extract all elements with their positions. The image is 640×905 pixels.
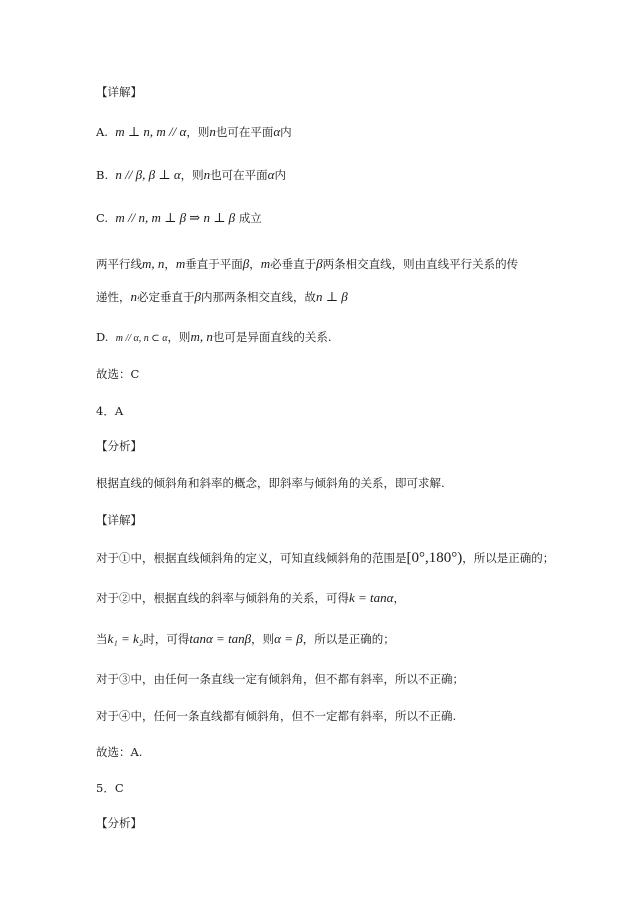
section-heading-analysis-2: 【分析】 — [96, 816, 142, 830]
formula: n // β, β ⊥ α — [115, 167, 181, 182]
explanation-line-1: 两平行线m, n，m垂直于平面β，m必垂直于β两条相交直线，则由直线平行关系的传 — [96, 256, 519, 271]
item-2-continuation: 当k₁ = k₂时，可得tanα = tanβ，则α = β，所以是正确的； — [96, 631, 395, 646]
option-a-line: A. m ⊥ n, m // α，则n也可在平面α内 — [96, 124, 292, 139]
section-heading-analysis: 【分析】 — [96, 439, 142, 453]
formula: m ⊥ n, m // α — [115, 124, 187, 139]
item-2-line: 对于②中，根据直线的斜率与倾斜角的关系，可得k = tanα， — [96, 590, 405, 605]
question-5-label: 5．C — [96, 781, 124, 795]
answer-line-4: 故选：A. — [96, 745, 143, 759]
formula: m // α, n ⊂ α — [115, 333, 168, 344]
item-3-line: 对于③中，由任何一条直线一定有倾斜角，但不都有斜率，所以不正确； — [96, 672, 464, 686]
analysis-text: 根据直线的倾斜角和斜率的概念，即斜率与倾斜角的关系，即可求解. — [96, 476, 445, 490]
formula: m // n, m ⊥ β ⇒ n ⊥ β — [115, 210, 236, 225]
answer-line-3: 故选：C — [96, 367, 140, 381]
option-b-line: B. n // β, β ⊥ α，则n也可在平面α内 — [96, 167, 286, 182]
question-4-label: 4．A — [96, 404, 124, 418]
option-d-line: D. m // α, n ⊂ α，则m, n也可是异面直线的关系. — [96, 329, 332, 344]
item-1-line: 对于①中，根据直线倾斜角的定义，可知直线倾斜角的范围是[0°,180°)，所以是正确的； — [96, 550, 555, 566]
section-heading-detail: 【详解】 — [96, 85, 142, 99]
explanation-line-2: 递性，n必定垂直于β内那两条相交直线，故n ⊥ β — [96, 289, 348, 304]
item-4-line: 对于④中，任何一条直线都有倾斜角，但不一定都有斜率，所以不正确. — [96, 709, 457, 723]
section-heading-detail-2: 【详解】 — [96, 513, 142, 527]
option-c-line: C. m // n, m ⊥ β ⇒ n ⊥ β 成立 — [96, 210, 262, 225]
